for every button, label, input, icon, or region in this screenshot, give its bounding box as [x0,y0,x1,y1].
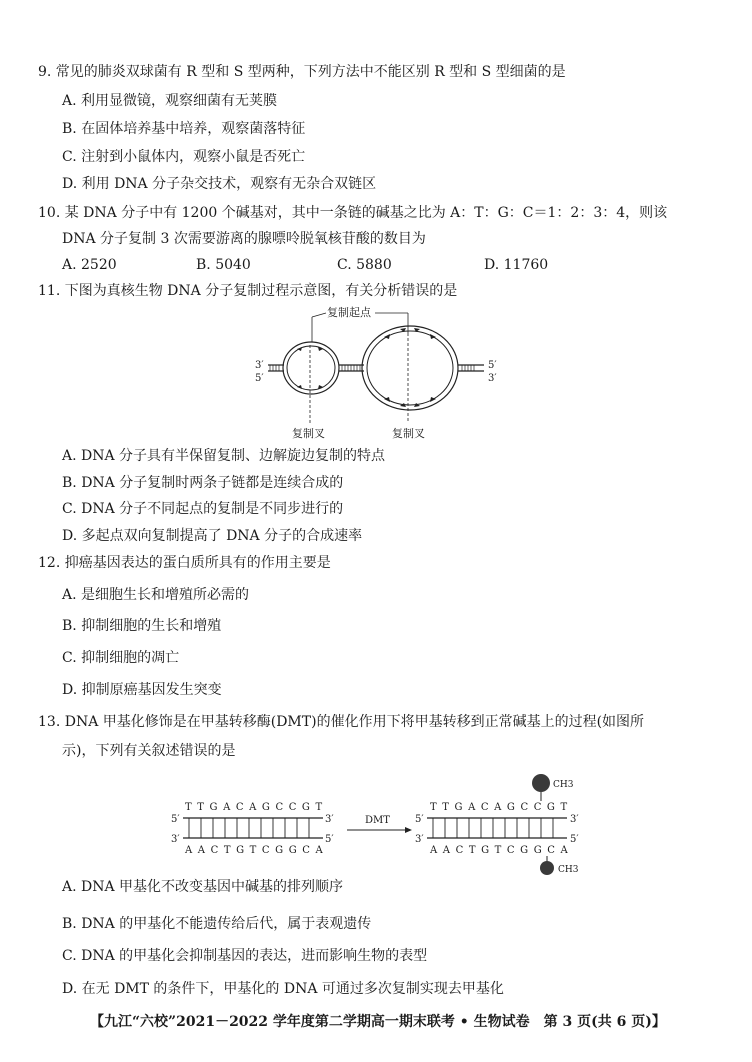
right-bottom-end-label: 3′ [488,373,497,384]
left-3-end-label: 3′ [325,814,334,825]
enzyme-label: DMT [365,815,390,826]
q9-stem: 9. 常见的肺炎双球菌有 R 型和 S 型两种，下列方法中不能区别 R 型和 S 型细菌的是 [38,64,566,80]
right-bottom-strand: A A C T G T C G G C A [430,845,569,856]
q12-option-a: A. 是细胞生长和增殖所必需的 [62,587,250,603]
q10-option-c: C. 5880 [337,257,392,273]
q11-option-a: A. DNA 分子具有半保留复制、边解旋边复制的特点 [62,448,386,464]
q13-option-c: C. DNA 的甲基化会抑制基因的表达，进而影响生物的表型 [62,948,428,964]
q13-stem-line2: 示)，下列有关叙述错误的是 [62,743,236,759]
fork-label-right: 复制叉 [392,427,425,440]
q13-option-b: B. DNA 的甲基化不能遗传给后代，属于表观遗传 [62,916,372,932]
q12-option-d: D. 抑制原癌基因发生突变 [62,682,222,698]
methyl-group-top-icon [532,774,550,792]
q12-stem: 12. 抑癌基因表达的蛋白质所具有的作用主要是 [38,555,331,571]
left-bottom-strand: A A C T G T C G G C A [185,845,324,856]
q13-option-a: A. DNA 甲基化不改变基因中碱基的排列顺序 [62,879,344,895]
right-bottom-5-label: 5′ [570,834,579,845]
q13-option-d: D. 在无 DMT 的条件下，甲基化的 DNA 可通过多次复制实现去甲基化 [62,981,504,997]
right-3-end-label: 3′ [570,814,579,825]
left-5-end-label: 5′ [171,814,180,825]
dna-methylation-figure [165,770,595,875]
left-bottom-3-label: 3′ [171,834,180,845]
q9-option-a: A. 利用显微镜，观察细菌有无荚膜 [62,93,278,109]
q12-option-c: C. 抑制细胞的凋亡 [62,650,180,666]
dna-replication-figure [250,305,510,445]
left-bottom-5-label: 5′ [325,834,334,845]
q13-stem-line1: 13. DNA 甲基化修饰是在甲基转移酶(DMT)的催化作用下将甲基转移到正常碱基上的过程(如图所 [38,714,645,730]
left-top-strand: T T G A C A G C C G T [185,802,324,813]
q10-stem-line2: DNA 分子复制 3 次需要游离的腺嘌呤脱氧核苷酸的数目为 [62,231,426,247]
origin-label: 复制起点 [327,306,371,319]
right-5-end-label: 5′ [415,814,424,825]
right-top-end-label: 5′ [488,360,497,371]
q11-option-c: C. DNA 分子不同起点的复制是不同步进行的 [62,501,344,517]
q10-option-b: B. 5040 [196,257,251,273]
q9-option-b: B. 在固体培养基中培养，观察菌落特征 [62,121,306,137]
fork-label-left: 复制叉 [292,427,325,440]
q9-option-d: D. 利用 DNA 分子杂交技术，观察有无杂合双链区 [62,176,377,192]
q12-option-b: B. 抑制细胞的生长和增殖 [62,618,222,634]
page-footer: 【九江“六校”2021－2022 学年度第二学期高一期末联考 • 生物试卷 第 3 页(共 6 页)】 [90,1014,666,1030]
q9-option-c: C. 注射到小鼠体内，观察小鼠是否死亡 [62,149,306,165]
right-bottom-3-label: 3′ [415,834,424,845]
methyl-group-bottom-icon [540,861,554,875]
methyl-label-bottom: CH3 [558,865,579,875]
q10-option-a: A. 2520 [62,257,117,273]
q10-option-d: D. 11760 [484,257,549,273]
methyl-label-top: CH3 [553,780,574,790]
left-top-end-label: 3′ [255,360,264,371]
q11-option-d: D. 多起点双向复制提高了 DNA 分子的合成速率 [62,528,363,544]
right-top-strand: T T G A C A G C C G T [430,802,569,813]
q11-stem: 11. 下图为真核生物 DNA 分子复制过程示意图，有关分析错误的是 [38,283,458,299]
q11-option-b: B. DNA 分子复制时两条子链都是连续合成的 [62,475,344,491]
q10-stem-line1: 10. 某 DNA 分子中有 1200 个碱基对，其中一条链的碱基之比为 A：T：G：C＝1：2：3：4，则该 [38,205,668,221]
left-bottom-end-label: 5′ [255,373,264,384]
